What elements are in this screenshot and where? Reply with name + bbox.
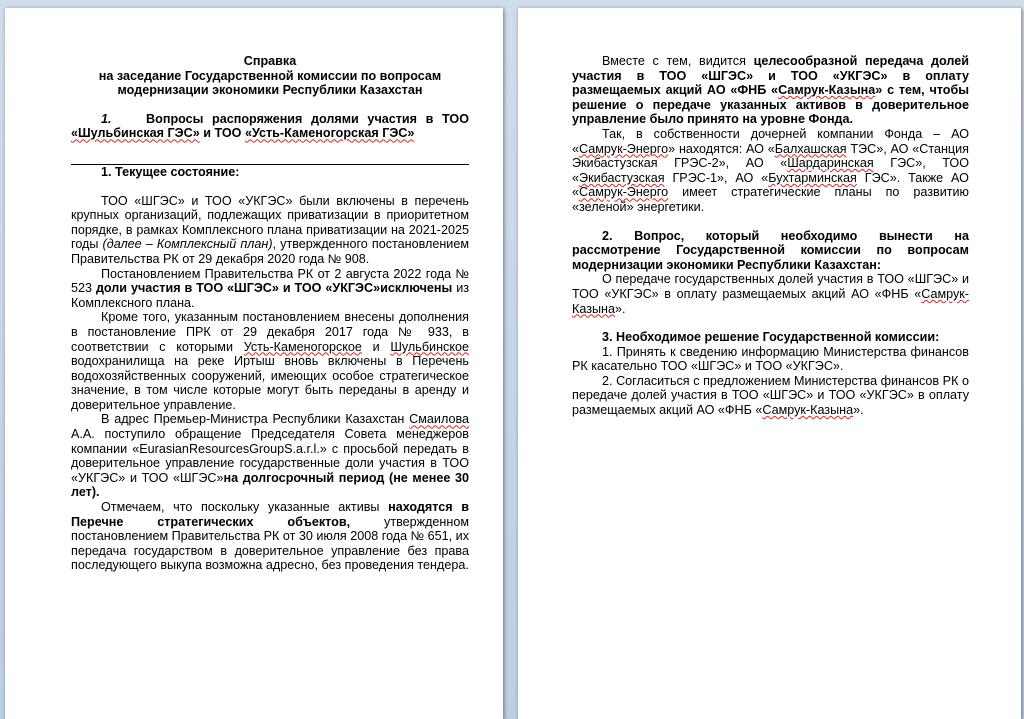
paragraph-4: В адрес Премьер-Министра Республики Казахстан Смаилова А.А. поступило обращение Председателя Совета менеджеров компании «EurasianResourcesGroupS.a.r.l.» с просьбой передать в доверительное управление государственные доли участия в ТОО «УКГЭС» и ТОО «ШГЭС»на долгосрочный период (не менее 30 лет). bbox=[71, 412, 470, 500]
doc-subtitle-line-1: на заседание Государственной комиссии по вопросам bbox=[98, 68, 442, 83]
section-1-heading: 1. Текущее состояние: bbox=[101, 164, 240, 179]
document-page-left bbox=[5, 8, 503, 719]
paragraph-5: Отмечаем, что поскольку указанные активы находятся в Перечне стратегических объектов, утвержденном постановлением Правительства РК от 30 июля 2008 года № 651, их передача государством в доверительное управление без права последующего выкупа возможна адресно, без проведения тендера. bbox=[71, 500, 470, 573]
document-page-right bbox=[518, 8, 1021, 719]
section-3-heading: 3. Необходимое решение Государственной комиссии: bbox=[602, 330, 940, 345]
paragraph-2: Постановлением Правительства РК от 2 августа 2022 года № 523 доли участия в ТОО «ШГЭС» и ТОО «УКГЭС»исключены из Комплексного плана. bbox=[71, 266, 469, 310]
paragraph-6: Вместе с тем, видится целесообразной передача долей участия в ТОО «ШГЭС» и ТОО «УКГЭС» в оплату размещаемых акций АО «ФНБ «Самрук-Казына» с тем, чтобы решение о передаче указанных активов в доверительное управление было принято на уровне Фонда. bbox=[572, 54, 969, 127]
paragraph-7: Так, в собственности дочерней компании Фонда – АО «Самрук-Энерго» находятся: АО «Балхашская ТЭС», АО «Станция Экибастузская ГРЭС-2», АО «Шардаринская ГЭС», ТОО «Экибастузская ГРЭС-1», АО «Бухтарминская ГЭС». Также АО «Самрук-Энерго имеет стратегические планы по развитию «зеленой» энергетики. bbox=[572, 126, 969, 214]
doc-subtitle-line-2: модернизации экономики Республики Казахстан bbox=[117, 83, 423, 98]
question-1-heading: 1. Вопросы распоряжения долями участия в ТОО «Шульбинская ГЭС» и ТОО «Усть-Каменогорская ГЭС» bbox=[71, 111, 469, 141]
paragraph-3: Кроме того, указанным постановлением внесены дополнения в постановление ПРК от 29 декабря 2017 года № 933, в соответствии с которыми Усть-Каменогорское и Шульбинское водохранилища на реке Иртыш вновь включены в Перечень водохозяйственных сооружений, имеющих особое стратегическое значение, в том числе которые могут быть переданы в аренду и доверительное управление. bbox=[71, 310, 469, 412]
paragraph-1: ТОО «ШГЭС» и ТОО «УКГЭС» были включены в перечень крупных организаций, подлежащих приватизации в приоритетном порядке, в рамках Комплексного плана приватизации на 2021-2025 годы (далее – Комплексный план), утвержденного постановлением Правительства РК от 29 декабря 2020 года № 908. bbox=[71, 193, 469, 266]
section-2-heading: 2. Вопрос, который необходимо вынести на рассмотрение Государственной комиссии по вопросам модернизации экономики Республики Казахстан: bbox=[572, 228, 969, 272]
doc-title: Справка bbox=[243, 54, 297, 68]
paragraph-8: О передаче государственных долей участия в ТОО «ШГЭС» и ТОО «УКГЭС» в оплату размещаемых акций АО «ФНБ «Самрук-Казына». bbox=[572, 272, 969, 316]
decision-item-1: 1. Принять к сведению информацию Министерства финансов РК касательно ТОО «ШГЭС» и ТОО «УКГЭС». bbox=[572, 344, 969, 374]
decision-item-2: 2. Согласиться с предложением Министерства финансов РК о передаче долей участия в ТОО «ШГЭС» и ТОО «УКГЭС» в оплату размещаемых акций АО «ФНБ «Самрук-Казына». bbox=[572, 373, 969, 418]
